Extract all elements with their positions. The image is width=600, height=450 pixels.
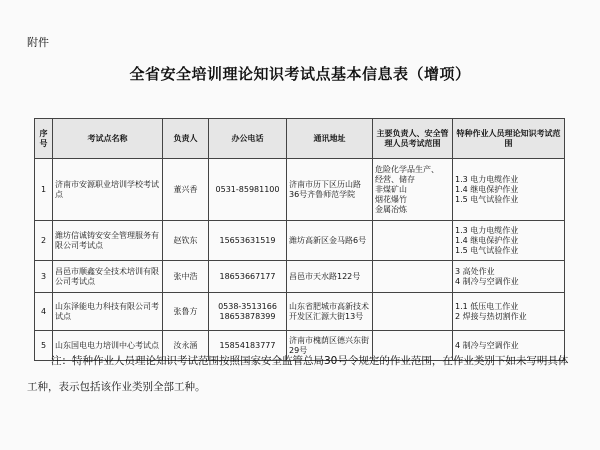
cell-leader: 张鲁方 (163, 293, 209, 331)
scope-special-item: 4 制冷与空调作业 (455, 340, 519, 350)
scope-special-item: 4 制冷与空调作业 (455, 276, 519, 286)
table-row (35, 159, 565, 221)
cell-scope-special (453, 221, 565, 261)
header-seq: 序号 (35, 119, 53, 159)
cell-seq: 1 (35, 159, 53, 221)
header-leader: 负责人 (163, 119, 209, 159)
cell-phone: 0531-85981100 (209, 159, 287, 221)
cell-name: 济南市安源职业培训学校考试点 (53, 159, 163, 221)
cell-scope-main (373, 159, 453, 221)
cell-leader: 汝永涵 (163, 331, 209, 361)
cell-scope-special (453, 261, 565, 293)
document-title: 全省安全培训理论知识考试点基本信息表（增项） (129, 65, 471, 83)
cell-scope-special (453, 293, 565, 331)
cell-name: 昌邑市顺鑫安全技术培训有限公司考试点 (53, 261, 163, 293)
scope-main-item: 烟花爆竹 (375, 194, 407, 204)
header-scope-main: 主要负责人、安全管理人员考试范围 (373, 119, 453, 159)
scope-main-item: 金属冶炼 (375, 204, 407, 214)
table-row (35, 293, 565, 331)
cell-seq: 2 (35, 221, 53, 261)
cell-phone: 18653667177 (209, 261, 287, 293)
cell-seq: 4 (35, 293, 53, 331)
cell-phone: 15854183777 (209, 331, 287, 361)
table-row (35, 261, 565, 293)
header-scope-special: 特种作业人员理论知识考试范围 (453, 119, 565, 159)
cell-scope-main (373, 293, 453, 331)
cell-scope-special (453, 159, 565, 221)
scope-special-item: 1.5 电气试验作业 (455, 245, 519, 255)
cell-name: 山东泽能电力科技有限公司考试点 (53, 293, 163, 331)
cell-leader: 赵钦东 (163, 221, 209, 261)
cell-address: 潍坊高新区金马路6号 (287, 221, 373, 261)
cell-seq: 3 (35, 261, 53, 293)
cell-scope-main (373, 261, 453, 293)
scope-main-item: 危险化学品生产、 (375, 164, 439, 174)
scope-special-item: 2 焊接与热切割作业 (455, 311, 527, 321)
scope-special-item: 1.1 低压电工作业 (455, 301, 519, 311)
scope-special-item: 1.4 继电保护作业 (455, 184, 519, 194)
cell-phone: 0538-3513166 18653878399 (209, 293, 287, 331)
cell-phone: 15653631519 (209, 221, 287, 261)
cell-scope-main (373, 221, 453, 261)
table-row (35, 221, 565, 261)
header-name: 考试点名称 (53, 119, 163, 159)
scope-special-item: 1.3 电力电缆作业 (455, 225, 519, 235)
header-phone: 办公电话 (209, 119, 287, 159)
cell-name: 潍坊信诚铸安安全管理服务有限公司考试点 (53, 221, 163, 261)
cell-address: 昌邑市天水路122号 (287, 261, 373, 293)
scope-main-item: 非煤矿山 (375, 184, 407, 194)
scope-special-item: 1.5 电气试验作业 (455, 194, 519, 204)
cell-address: 山东省肥城市高新技术开发区汇源大街13号 (287, 293, 373, 331)
cell-name: 山东国电电力培训中心考试点 (53, 331, 163, 361)
cell-leader: 董兴香 (163, 159, 209, 221)
cell-address: 济南市槐荫区德兴东街29号 (287, 331, 373, 361)
attachment-label: 附件 (27, 36, 49, 49)
scope-main-item: 经营、储存 (375, 174, 415, 184)
cell-seq: 5 (35, 331, 53, 361)
scope-special-item: 3 高处作业 (455, 266, 495, 276)
footnote: 注：特种作业人员理论知识考试范围按照国家安全监管总局30号令规定的作业范围，在作业类别下如未写明具体工种，表示包括该作业类别全部工种。 (27, 355, 569, 393)
header-address: 通讯地址 (287, 119, 373, 159)
table-header-row (35, 119, 565, 159)
cell-leader: 张中浩 (163, 261, 209, 293)
cell-address: 济南市历下区历山路36号齐鲁师范学院 (287, 159, 373, 221)
scope-special-item: 1.3 电力电缆作业 (455, 174, 519, 184)
scope-special-item: 1.4 继电保护作业 (455, 235, 519, 245)
exam-site-table (34, 118, 565, 361)
